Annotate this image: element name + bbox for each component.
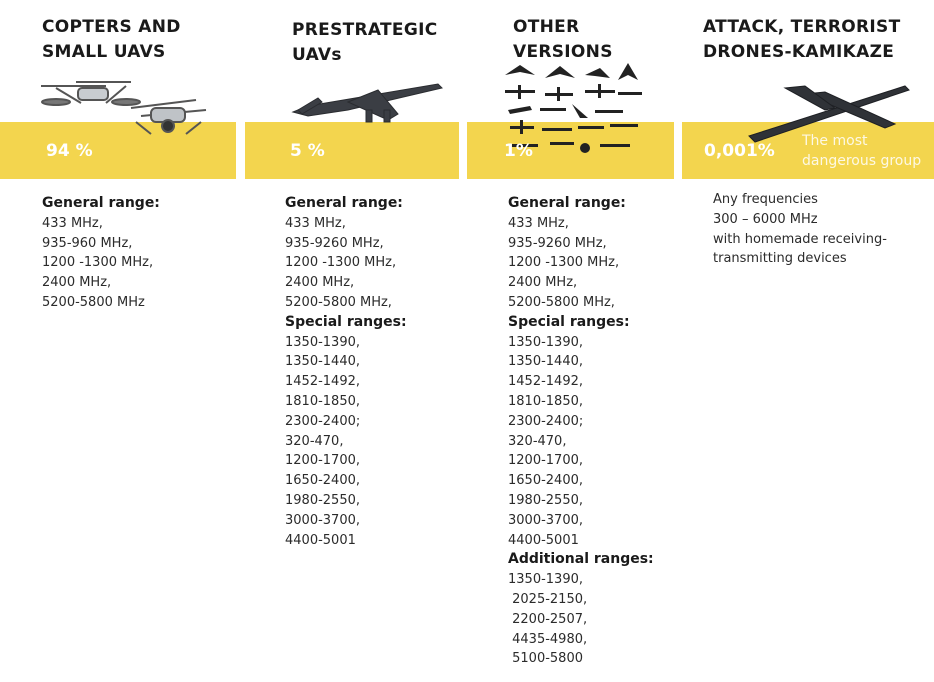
list-item: 2400 MHz, [285, 275, 355, 291]
list-item: 433 MHz, [42, 215, 103, 231]
list-item: 1810-1850, [508, 393, 583, 409]
frequency-list-copters [42, 194, 160, 313]
list-item: 2200-2507, [508, 611, 588, 627]
list-item: 2025-2150, [508, 591, 588, 607]
list-item: 1200 -1300 MHz, [42, 255, 154, 271]
general-range-heading: General range: [285, 195, 403, 211]
percent-copters: 94 % [46, 141, 93, 161]
list-item: 1350-1390, [285, 334, 360, 350]
percent-attack: 0,001% [704, 141, 775, 161]
list-item: 5200-5800 MHz, [285, 294, 392, 310]
column-title-prestrategic: PRESTRATEGIC UAVs [292, 20, 438, 65]
special-ranges-heading: Special ranges: [508, 313, 630, 330]
percent-prestrategic: 5 % [290, 141, 325, 161]
list-item: 935-9260 MHz, [508, 235, 607, 251]
special-ranges-heading: Special ranges: [285, 313, 407, 330]
list-item: 1350-1440, [508, 354, 583, 370]
additional-ranges-heading: Additional ranges: [508, 551, 654, 568]
list-item: 2400 MHz, [42, 275, 112, 291]
general-range-heading: General range: [508, 195, 626, 211]
percent-band-2 [245, 122, 459, 179]
frequency-list-attack [713, 190, 887, 269]
column-title-attack: ATTACK, TERRORIST DRONES-KAMIKAZE [703, 17, 901, 62]
general-range-heading: General range: [42, 195, 160, 211]
list-item: 2300-2400; [508, 413, 584, 429]
list-item: 5200-5800 MHz, [508, 294, 615, 310]
list-item: 1350-1440, [285, 354, 360, 370]
quadcopter-drones-image [36, 78, 216, 140]
list-item: 1980-2550, [285, 492, 360, 508]
list-item: 3000-3700, [285, 512, 360, 528]
list-item: with homemade receiving- [713, 231, 887, 247]
list-item: transmitting devices [713, 251, 847, 267]
list-item: 1200-1700, [508, 453, 583, 469]
list-item: 3000-3700, [508, 512, 583, 528]
list-item: 1350-1390, [508, 572, 583, 588]
list-item: 320-470, [508, 433, 567, 449]
percent-other: 1% [504, 141, 533, 161]
list-item: 1200 -1300 MHz, [285, 255, 397, 271]
list-item: 433 MHz, [508, 215, 569, 231]
list-item: 1980-2550, [508, 492, 583, 508]
list-item: 4400-5001 [285, 532, 356, 548]
list-item: 4435-4980, [508, 631, 588, 647]
list-item: 935-960 MHz, [42, 235, 133, 251]
list-item: 1810-1850, [285, 393, 360, 409]
list-item: 1350-1390, [508, 334, 583, 350]
list-item: 1200-1700, [285, 453, 360, 469]
list-item: 1452-1492, [508, 374, 583, 390]
list-item: 5200-5800 MHz [42, 294, 145, 310]
list-item: 1650-2400, [285, 473, 360, 489]
frequency-list-other [508, 194, 654, 669]
list-item: 320-470, [285, 433, 344, 449]
list-item: 1650-2400, [508, 473, 583, 489]
dangerous-group-note: The most dangerous group [802, 133, 922, 169]
list-item: 2300-2400; [285, 413, 361, 429]
list-item: 935-9260 MHz, [285, 235, 384, 251]
list-item: 300 – 6000 MHz [713, 211, 818, 227]
list-item: 433 MHz, [285, 215, 346, 231]
list-item: 2400 MHz, [508, 275, 578, 291]
column-title-other: OTHER VERSIONS [513, 17, 613, 62]
list-item: 1452-1492, [285, 374, 360, 390]
list-item: 4400-5001 [508, 532, 579, 548]
list-item: 1200 -1300 MHz, [508, 255, 620, 271]
fixed-wing-uav-image [288, 80, 448, 130]
column-title-copters: COPTERS AND SMALL UAVS [42, 17, 181, 62]
frequency-list-prestrategic [285, 194, 407, 550]
list-item: 5100-5800 [508, 651, 583, 667]
list-item: Any frequencies [713, 192, 818, 207]
